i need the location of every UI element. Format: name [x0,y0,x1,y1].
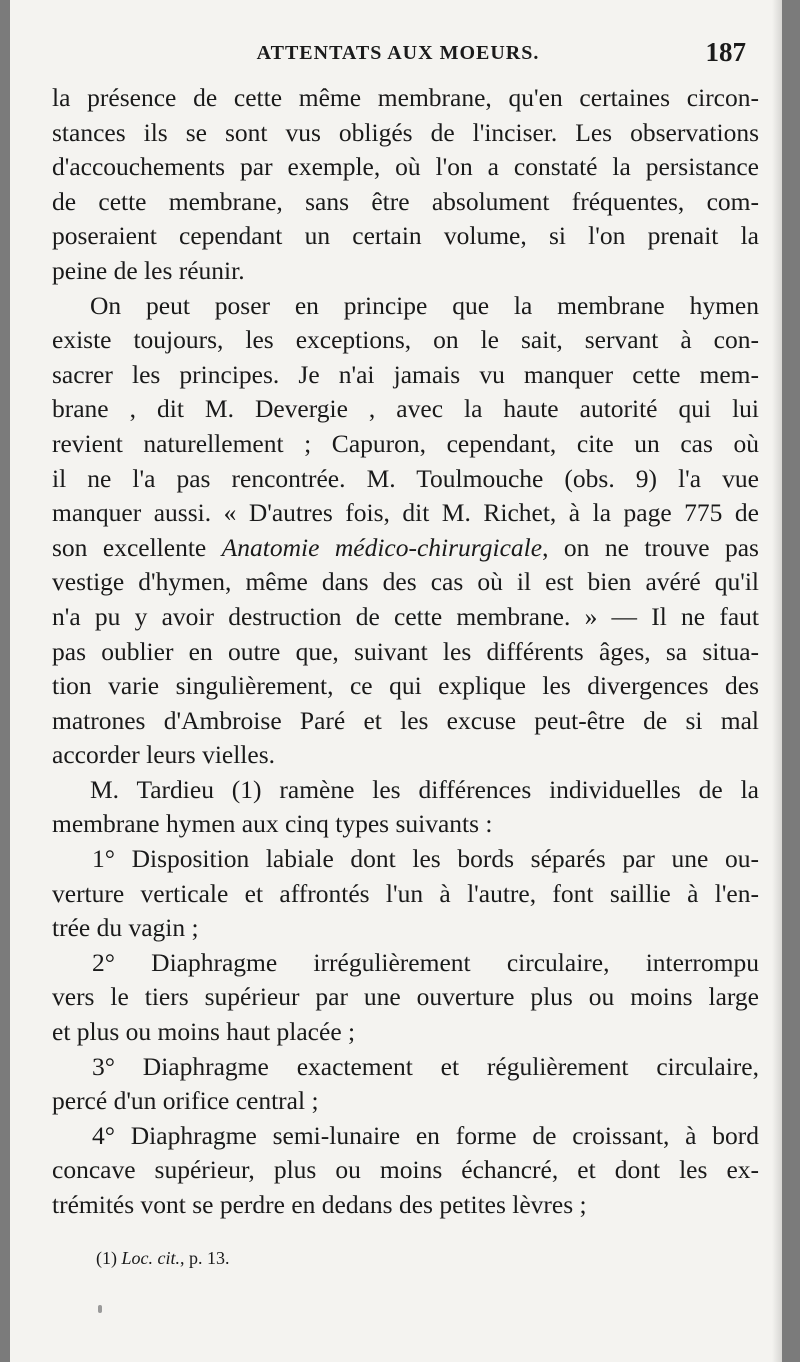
footnote-number: (1) [96,1248,117,1268]
running-title: ATTENTATS AUX MOEURS. [256,42,540,64]
text-line: matrones d'Ambroise Paré et les excuse peut-être de si mal [52,705,759,735]
footnote [96,1248,230,1269]
text-line: d'accouchements par exemple, où l'on a constaté la persistance [52,152,759,182]
text-line: existe toujours, les exceptions, on le sait, servant à con- [52,325,759,355]
body-text [52,81,759,1223]
text-line: revient naturellement ; Capuron, cependant, cite un cas où [52,428,759,458]
text-line: manquer aussi. « D'autres fois, dit M. Richet, à la page 775 de [52,498,759,528]
text-line: tion varie singulièrement, ce qui explique les divergences des [52,671,759,701]
list-item-4-line: concave supérieur, plus ou moins échancré, et dont les ex- [52,1155,759,1185]
list-item-1-line: 1° Disposition labiale dont les bords séparés par une ou- [92,844,759,874]
list-item-2-line: et plus ou moins haut placée ; [52,1017,356,1047]
list-item-2-line: vers le tiers supérieur par une ouverture plus ou moins large [52,982,759,1012]
text-line: il ne l'a pas rencontrée. M. Toulmouche (obs. 9) l'a vue [52,463,759,493]
text-line: brane , dit M. Devergie , avec la haute autorité qui lui [52,394,759,424]
text-line: membrane hymen aux cinq types suivants : [52,809,493,839]
list-item-2-line: 2° Diaphragme irrégulièrement circulaire, interrompu [92,947,759,977]
book-page [10,0,782,1362]
text-line: sacrer les principes. Je n'ai jamais vu manquer cette mem- [52,359,759,389]
text-line: accorder leurs vielles. [52,740,276,770]
page-number: 187 [705,37,746,67]
text-line: poseraient cependant un certain volume, si l'on prenait la [52,221,759,251]
text-line: vestige d'hymen, même dans des cas où il est bien avéré qu'il [52,567,759,597]
text-line: peine de les réunir. [52,255,245,285]
text-line: stances ils se sont vus obligés de l'inciser. Les observations [52,117,759,147]
print-speck [98,1305,102,1313]
text-line-with-italic: son excellente Anatomie médico-chirurgicale, on ne trouve pas [52,532,759,562]
list-item-1-line: verture verticale et affrontés l'un à l'autre, font saillie à l'en- [52,878,759,908]
text-line: pas oublier en outre que, suivant les différents âges, sa situa- [52,636,759,666]
list-item-4-line: 4° Diaphragme semi-lunaire en forme de croissant, à bord [92,1120,759,1150]
text-line: n'a pu y avoir destruction de cette membrane. » — Il ne faut [52,601,759,631]
footnote-citation-rest: , p. 13. [180,1248,230,1268]
page-edge-shadow [772,0,782,1362]
book-title-italic: Anatomie médico-chirurgicale [221,532,543,562]
list-item-3-line: 3° Diaphragme exactement et régulièrement circulaire, [92,1051,759,1081]
text-line: M. Tardieu (1) ramène les différences individuelles de la [90,774,759,804]
text-line: la présence de cette même membrane, qu'en certaines circon- [52,83,759,112]
list-item-1-line: trée du vagin ; [52,913,199,943]
text-line: On peut poser en principe que la membrane hymen [90,290,759,320]
running-head [50,37,746,70]
text-line: de cette membrane, sans être absolument fréquentes, com- [52,186,759,216]
list-item-3-line: percé d'un orifice central ; [52,1086,319,1116]
list-item-4-line: trémités vont se perdre en dedans des petites lèvres ; [52,1190,587,1219]
footnote-citation-italic: Loc. cit. [121,1248,180,1268]
